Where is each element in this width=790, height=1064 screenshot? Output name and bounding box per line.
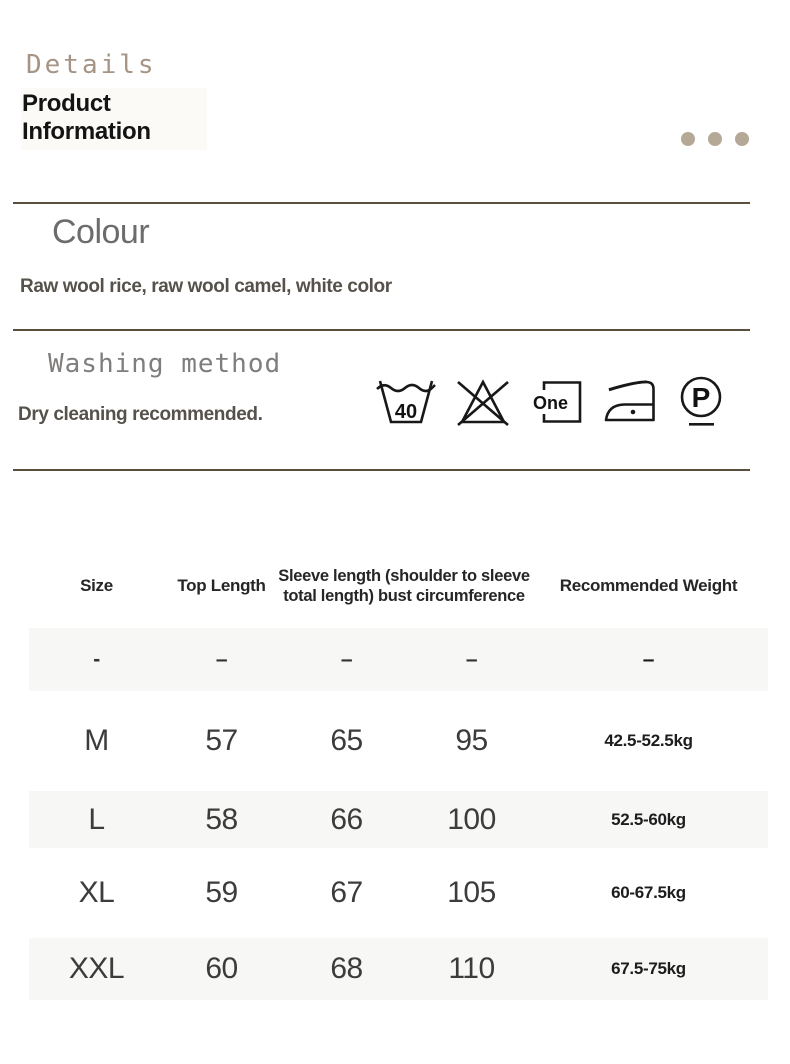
divider bbox=[13, 469, 750, 471]
cell-bust: – bbox=[465, 647, 478, 671]
svg-text:40: 40 bbox=[394, 401, 418, 423]
wash-40-icon bbox=[376, 376, 436, 428]
tumble-dry-one-icon bbox=[530, 376, 584, 428]
cell-size: M bbox=[84, 724, 109, 757]
table-row bbox=[29, 628, 768, 691]
colour-section-heading: Colour bbox=[52, 213, 150, 251]
cell-sleeve: 65 bbox=[330, 724, 363, 757]
cell-size: - bbox=[93, 647, 100, 671]
column-header-top-length: Top Length bbox=[177, 576, 266, 595]
cell-bust: 110 bbox=[448, 952, 495, 985]
cell-size: XL bbox=[78, 876, 115, 909]
table-row bbox=[29, 848, 768, 938]
carousel-dot[interactable] bbox=[681, 132, 695, 146]
table-row bbox=[29, 691, 768, 791]
cell-sleeve: 68 bbox=[330, 952, 363, 985]
column-header-sleeve: Sleeve length (shoulder to sleeve total length) bust circumference bbox=[278, 567, 530, 605]
cell-top-length: 60 bbox=[205, 952, 238, 985]
cell-weight: 52.5-60kg bbox=[611, 809, 686, 829]
svg-text:P: P bbox=[691, 382, 711, 413]
size-table-header bbox=[29, 552, 768, 620]
cell-top-length: – bbox=[215, 647, 228, 671]
iron-icon bbox=[600, 376, 660, 428]
cell-bust: 100 bbox=[447, 802, 496, 836]
cell-weight: 67.5-75kg bbox=[611, 959, 686, 978]
table-row bbox=[29, 938, 768, 1000]
dry-clean-p-icon bbox=[676, 374, 726, 430]
column-header-size: Size bbox=[80, 576, 113, 595]
cell-sleeve: – bbox=[340, 647, 353, 671]
cell-weight: 60-67.5kg bbox=[611, 883, 686, 902]
column-header-weight: Recommended Weight bbox=[559, 576, 738, 595]
carousel-dot[interactable] bbox=[708, 132, 722, 146]
size-table-body bbox=[29, 628, 768, 1000]
cell-size: L bbox=[88, 802, 105, 836]
washing-description: Dry cleaning recommended. bbox=[18, 404, 263, 425]
details-heading: Details bbox=[26, 50, 157, 80]
cell-weight: – bbox=[642, 647, 655, 671]
cell-sleeve: 66 bbox=[330, 802, 363, 836]
carousel-dots bbox=[681, 132, 749, 146]
cell-top-length: 59 bbox=[205, 876, 238, 909]
cell-size: XXL bbox=[68, 952, 125, 985]
cell-weight: 42.5-52.5kg bbox=[604, 731, 693, 750]
divider bbox=[13, 202, 750, 204]
cell-sleeve: 67 bbox=[330, 876, 363, 909]
care-icons-row bbox=[376, 372, 726, 432]
colour-description: Raw wool rice, raw wool camel, white color bbox=[20, 276, 392, 297]
svg-text:One: One bbox=[533, 393, 569, 413]
washing-section-heading: Washing method bbox=[48, 349, 282, 379]
do-not-bleach-icon bbox=[452, 376, 514, 428]
page-title: Product Information bbox=[21, 88, 207, 150]
table-row bbox=[29, 791, 768, 848]
cell-top-length: 58 bbox=[205, 802, 238, 836]
carousel-dot[interactable] bbox=[735, 132, 749, 146]
cell-bust: 95 bbox=[455, 724, 488, 757]
cell-top-length: 57 bbox=[205, 724, 238, 757]
divider bbox=[13, 329, 750, 331]
cell-bust: 105 bbox=[447, 876, 496, 909]
